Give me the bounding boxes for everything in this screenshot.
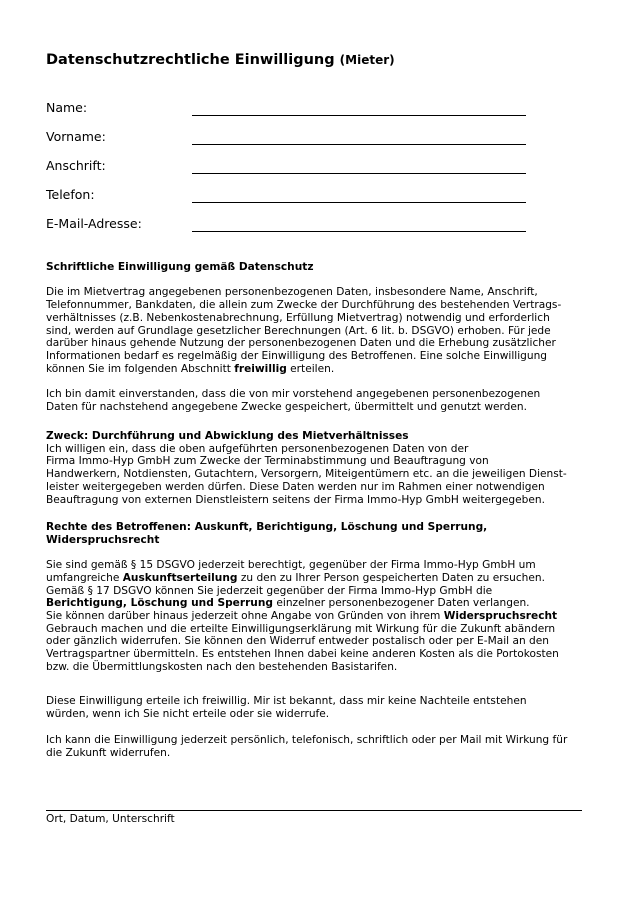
- emphasis-freiwillig: freiwillig: [234, 362, 287, 375]
- paragraph-line: die Zukunft widerrufen.: [46, 746, 171, 759]
- paragraph-line: Vertragspartner übermitteln. Es entstehen Ihnen dabei keine anderen Kosten als die Portokosten: [46, 648, 559, 661]
- paragraph-line: Informationen bedarf es regelmäßig der Einwilligung des Betroffenen. Eine solche Einwilligung: [46, 349, 548, 362]
- vorname-label: Vorname:: [46, 129, 106, 144]
- paragraph-line: verhältnisses (z.B. Nebenkostenabrechnung, Erfüllung Mietvertrag) notwendig und erforderlich: [46, 311, 550, 324]
- paragraph-line: [46, 572, 591, 585]
- anschrift-field[interactable]: [46, 156, 526, 176]
- paragraph-line: Gemäß § 17 DSGVO können Sie jederzeit gegenüber der Firma Immo-Hyp GmbH die: [46, 584, 493, 597]
- text-run: einzelner personenbezogener Daten verlangen.: [272, 597, 530, 610]
- paragraph-line: Diese Einwilligung erteile ich freiwillig. Mir ist bekannt, dass mir keine Nachteile entstehen: [46, 695, 527, 707]
- paragraph-line: Sie sind gemäß § 15 DSGVO jederzeit berechtigt, gegenüber der Firma Immo-Hyp GmbH um: [46, 559, 536, 572]
- text-run: erteilen.: [286, 362, 335, 375]
- paragraph-line: würden, wenn ich Sie nicht erteile oder sie widerrufe.: [46, 707, 330, 720]
- paragraph-line: Telefonnummer, Bankdaten, die allein zum Zwecke der Durchführung des bestehenden Vertrags-: [46, 299, 562, 312]
- paragraph-line: oder gänzlich widerrufen. Sie können den Widerruf entweder postalisch oder per E-Mail an den: [46, 635, 549, 648]
- signature-label: Ort, Datum, Unterschrift: [46, 813, 175, 825]
- signature-line[interactable]: [46, 810, 582, 811]
- section-heading: Rechte des Betroffenen: Auskunft, Berichtigung, Löschung und Sperrung,: [46, 521, 488, 533]
- vorname-input-line[interactable]: [192, 144, 526, 145]
- anschrift-input-line[interactable]: [192, 173, 526, 174]
- email-label: E-Mail-Adresse:: [46, 216, 142, 231]
- name-field[interactable]: [46, 98, 526, 118]
- paragraph-line: Ich kann die Einwilligung jederzeit persönlich, telefonisch, schriftlich oder per Mail mit Wirkung für: [46, 734, 568, 746]
- email-field[interactable]: [46, 214, 526, 234]
- paragraph-line: Firma Immo-Hyp GmbH zum Zwecke der Terminabstimmung und Beauftragung von: [46, 455, 489, 468]
- telefon-input-line[interactable]: [192, 202, 526, 203]
- text-run: Sie können darüber hinaus jederzeit ohne Angabe von Gründen von ihrem: [46, 609, 444, 622]
- paragraph-line: darüber hinaus gehende Nutzung der personenbezogenen Daten und die Erhebung zusätzlicher: [46, 337, 556, 350]
- paragraph-line: [46, 610, 591, 623]
- section-heading: Schriftliche Einwilligung gemäß Datenschutz: [46, 261, 314, 273]
- section-heading: Zweck: Durchführung und Abwicklung des Mietverhältnisses: [46, 430, 409, 442]
- section-revocation: [46, 734, 591, 759]
- paragraph-line: Ich willigen ein, dass die oben aufgeführten personenbezogenen Daten von der: [46, 442, 469, 455]
- paragraph-line: Daten für nachstehend angegebene Zwecke gespeichert, übermittelt und genutzt werden.: [46, 400, 528, 413]
- document-title: [46, 52, 395, 68]
- section-consent: [46, 261, 591, 413]
- name-label: Name:: [46, 100, 88, 115]
- paragraph-line: Beauftragung von externen Dienstleistern seitens der Firma Immo-Hyp GmbH weitergegeben.: [46, 493, 546, 506]
- paragraph-line: sind, werden auf Grundlage gesetzlicher Berechnungen (Art. 6 lit. b. DSGVO) erhoben. Für jede: [46, 324, 551, 337]
- paragraph-line: leister weitergegeben werden dürfen. Diese Daten werden nur im Rahmen einer notwendigen: [46, 480, 545, 493]
- paragraph-line: Ich bin damit einverstanden, dass die von mir vorstehend angegebenen personenbezogenen: [46, 388, 541, 400]
- emphasis-auskunft: Auskunftserteilung: [122, 571, 238, 584]
- text-run: zu den zu Ihrer Person gespeicherten Daten zu ersuchen.: [237, 571, 545, 584]
- section-rights: [46, 521, 591, 673]
- section-heading: Widerspruchsrecht: [46, 533, 160, 546]
- text-run: umfangreiche: [46, 571, 123, 584]
- section-purpose: [46, 430, 591, 506]
- emphasis-widerspruch: Widerspruchsrecht: [443, 609, 558, 622]
- emphasis-berichtigung: Berichtigung, Löschung und Sperrung: [46, 597, 273, 610]
- paragraph-line: Gebrauch machen und die erteilte Einwilligungserklärung mit Wirkung für die Zukunft abändern: [46, 622, 556, 635]
- paragraph-line: bzw. die Übermittlungskosten nach den bestehenden Basistarifen.: [46, 660, 398, 673]
- email-input-line[interactable]: [192, 231, 526, 232]
- name-input-line[interactable]: [192, 115, 526, 116]
- anschrift-label: Anschrift:: [46, 158, 106, 173]
- paragraph-line: Die im Mietvertrag angegebenen personenbezogenen Daten, insbesondere Name, Anschrift,: [46, 286, 538, 299]
- title-main: Datenschutzrechtliche Einwilligung: [46, 52, 335, 68]
- vorname-field[interactable]: [46, 127, 526, 147]
- paragraph-line: Handwerkern, Notdiensten, Gutachtern, Versorgern, Miteigentümern etc. an die jeweiligen Dienst-: [46, 468, 567, 481]
- text-run: können Sie im folgenden Abschnitt: [46, 362, 235, 375]
- paragraph-line: [46, 597, 591, 610]
- section-voluntary: [46, 695, 591, 720]
- title-sub: (Mieter): [339, 53, 395, 67]
- paragraph-line: [46, 363, 591, 376]
- telefon-field[interactable]: [46, 185, 526, 205]
- telefon-label: Telefon:: [46, 187, 95, 202]
